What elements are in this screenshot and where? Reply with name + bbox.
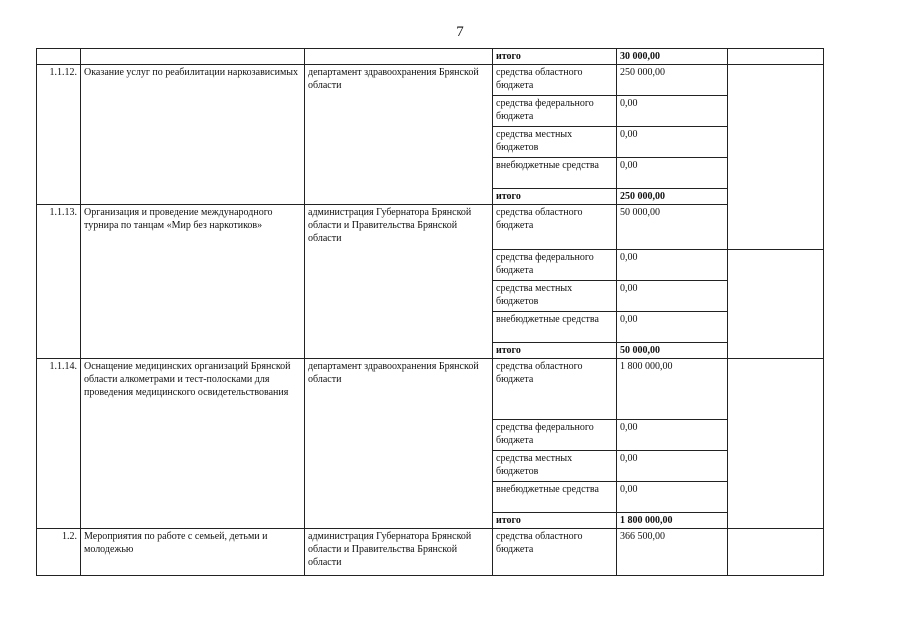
funding-source: средства федерального бюджета bbox=[493, 96, 617, 127]
funding-amount: 0,00 bbox=[617, 312, 728, 343]
funding-amount: 50 000,00 bbox=[617, 205, 728, 250]
total-value: 1 800 000,00 bbox=[617, 513, 728, 529]
total-label: итого bbox=[493, 49, 617, 65]
funding-amount: 0,00 bbox=[617, 451, 728, 482]
funding-amount: 1 800 000,00 bbox=[617, 359, 728, 420]
table-row bbox=[37, 49, 824, 65]
total-label: итого bbox=[493, 189, 617, 205]
item-name: Организация и проведение международного турнира по танцам «Мир без наркотиков» bbox=[81, 205, 305, 359]
total-value: 30 000,00 bbox=[617, 49, 728, 65]
funding-source: внебюджетные средства bbox=[493, 482, 617, 513]
total-value: 50 000,00 bbox=[617, 343, 728, 359]
page-number: 7 bbox=[456, 24, 464, 40]
funding-source: средства областного бюджета bbox=[493, 65, 617, 96]
funding-source: средства местных бюджетов bbox=[493, 451, 617, 482]
funding-source: средства областного бюджета bbox=[493, 205, 617, 250]
funding-amount: 0,00 bbox=[617, 158, 728, 189]
table-row bbox=[37, 65, 824, 96]
funding-source: внебюджетные средства bbox=[493, 312, 617, 343]
item-name: Оказание услуг по реабилитации наркозависимых bbox=[81, 65, 305, 205]
funding-amount: 366 500,00 bbox=[617, 529, 728, 576]
item-executor: администрация Губернатора Брянской области и Правительства Брянской области bbox=[305, 529, 493, 576]
funding-amount: 0,00 bbox=[617, 420, 728, 451]
table-row bbox=[37, 205, 824, 250]
funding-source: средства федерального бюджета bbox=[493, 250, 617, 281]
program-table bbox=[36, 48, 824, 576]
funding-source: внебюджетные средства bbox=[493, 158, 617, 189]
funding-amount: 0,00 bbox=[617, 96, 728, 127]
item-executor: департамент здравоохранения Брянской области bbox=[305, 359, 493, 529]
funding-source: средства местных бюджетов bbox=[493, 281, 617, 312]
item-executor: администрация Губернатора Брянской области и Правительства Брянской области bbox=[305, 205, 493, 359]
item-name: Оснащение медицинских организаций Брянской области алкометрами и тест-полосками для проведения медицинского освидетельствования bbox=[81, 359, 305, 529]
total-value: 250 000,00 bbox=[617, 189, 728, 205]
funding-amount: 0,00 bbox=[617, 281, 728, 312]
funding-amount: 0,00 bbox=[617, 250, 728, 281]
item-number: 1.1.14. bbox=[37, 359, 81, 529]
funding-amount: 0,00 bbox=[617, 482, 728, 513]
funding-source: средства областного бюджета bbox=[493, 359, 617, 420]
funding-amount: 250 000,00 bbox=[617, 65, 728, 96]
item-name: Мероприятия по работе с семьей, детьми и молодежью bbox=[81, 529, 305, 576]
funding-amount: 0,00 bbox=[617, 127, 728, 158]
total-label: итого bbox=[493, 343, 617, 359]
item-executor: департамент здравоохранения Брянской области bbox=[305, 65, 493, 205]
table-row bbox=[37, 359, 824, 420]
funding-source: средства областного бюджета bbox=[493, 529, 617, 576]
funding-source: средства местных бюджетов bbox=[493, 127, 617, 158]
total-label: итого bbox=[493, 513, 617, 529]
table-row bbox=[37, 529, 824, 576]
item-number: 1.1.12. bbox=[37, 65, 81, 205]
item-number: 1.1.13. bbox=[37, 205, 81, 359]
item-number: 1.2. bbox=[37, 529, 81, 576]
funding-source: средства федерального бюджета bbox=[493, 420, 617, 451]
